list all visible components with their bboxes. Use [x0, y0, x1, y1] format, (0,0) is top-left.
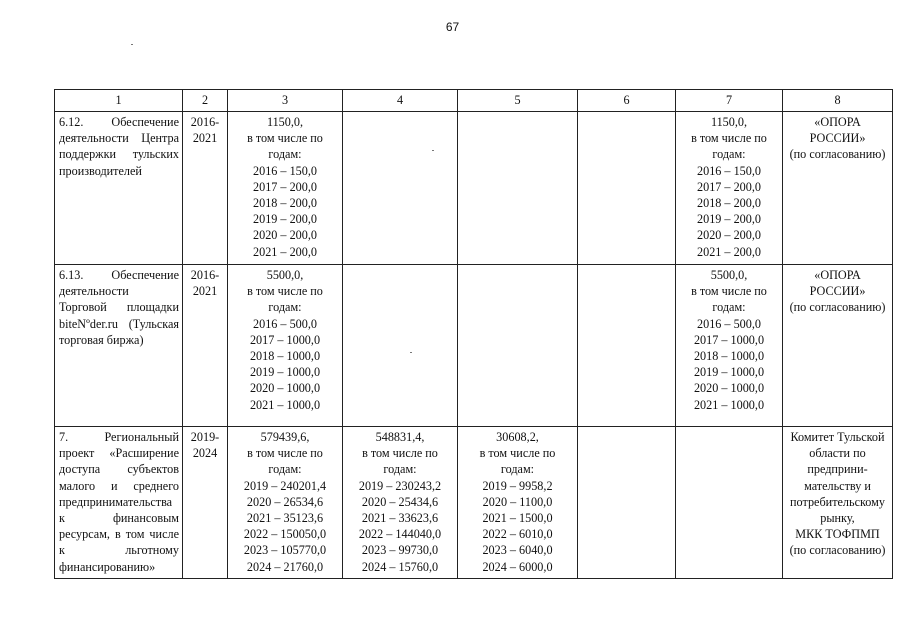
extrabudget-funding-cell: [676, 265, 783, 427]
cell-line: 2018 – 1000,0: [693, 349, 765, 364]
header-cell: 1: [55, 90, 183, 112]
cell-line: в том числе по: [247, 131, 323, 146]
cell-line: 2018 – 1000,0: [249, 349, 321, 364]
table-row: [55, 427, 893, 579]
cell-line: годам:: [712, 300, 746, 315]
page-number: 67: [445, 20, 460, 34]
cell-line: 2021 – 200,0: [697, 244, 761, 259]
header-row: [55, 90, 893, 112]
cell-line: 2019-: [190, 430, 220, 444]
header-cell: 8: [783, 90, 893, 112]
cell-line: 2020 – 1100,0: [482, 494, 553, 509]
municipal-funding-cell: [578, 112, 676, 265]
cell-line: 1150,0,: [266, 115, 304, 129]
cell-line: 2019 – 240201,4: [243, 478, 327, 493]
cell-line: рынку,: [820, 511, 855, 526]
header-cell: 3: [228, 90, 343, 112]
cell-line: 579439,6,: [260, 430, 310, 444]
cell-line: 2024: [192, 446, 218, 461]
measure-name: Региональный проект «Расширение доступа субъектов малого и среднего предпринимательства к финансовым ресурсам, в том числе к льготному финансированию»: [59, 430, 179, 574]
cell-line: мательству и: [804, 478, 871, 493]
executor-cell: [783, 265, 893, 427]
total-funding-cell: [228, 427, 343, 579]
cell-line: 2019 – 200,0: [253, 212, 317, 227]
cell-line: в том числе по: [691, 284, 767, 299]
cell-line: в том числе по: [362, 446, 438, 461]
cell-line: годам:: [268, 147, 302, 162]
cell-line: 2019 – 200,0: [697, 212, 761, 227]
cell-line: 2021 – 1000,0: [693, 397, 765, 412]
cell-line: (по согласованию): [789, 147, 886, 162]
executor-cell: [783, 427, 893, 579]
cell-line: 2021 – 1500,0: [482, 511, 553, 526]
cell-line: 2022 – 6010,0: [482, 527, 553, 542]
cell-line: годам:: [268, 300, 302, 315]
cell-line: 2024 – 21760,0: [246, 559, 324, 574]
table-row: [55, 265, 893, 427]
measure-number: 7.: [59, 430, 69, 444]
cell-line: предприни-: [807, 462, 868, 477]
cell-line: 2020 – 200,0: [253, 228, 317, 243]
cell-line: годам:: [500, 462, 535, 477]
cell-line: 2019 – 230243,2: [358, 478, 442, 493]
cell-line: 5500,0,: [266, 268, 304, 282]
cell-line: 1150,0,: [710, 115, 748, 129]
cell-line: 2018 – 200,0: [697, 196, 761, 211]
federal-funding-cell: [343, 427, 458, 579]
cell-line: РОССИИ»: [809, 284, 866, 299]
cell-line: 2019 – 9958,2: [482, 478, 553, 493]
cell-line: в том числе по: [247, 284, 323, 299]
cell-line: 2020 – 25434,6: [361, 494, 439, 509]
cell-line: (по согласованию): [789, 300, 886, 315]
regional-funding-cell: [458, 427, 578, 579]
executor-cell: [783, 112, 893, 265]
cell-line: 2021 – 33623,6: [361, 511, 439, 526]
measure-name: Обеспечение деятельности Торговой площадки biteNºder.ru (Тульская торговая биржа): [59, 268, 179, 347]
cell-line: потребительскому: [790, 494, 885, 509]
cell-line: годам:: [712, 147, 746, 162]
cell-line: 2017 – 200,0: [253, 179, 317, 194]
cell-line: 2021: [192, 131, 218, 146]
cell-line: 2022 – 150050,0: [243, 527, 327, 542]
cell-line: области по: [809, 446, 866, 461]
cell-line: 2020 – 26534,6: [246, 494, 324, 509]
measure-number: 6.13.: [59, 268, 84, 282]
cell-line: 548831,4,: [375, 430, 425, 444]
cell-line: 2018 – 200,0: [253, 196, 317, 211]
total-funding-cell: [228, 265, 343, 427]
cell-line: 2021 – 200,0: [253, 244, 317, 259]
cell-line: 2023 – 6040,0: [482, 543, 553, 558]
cell-line: 2020 – 200,0: [697, 228, 761, 243]
regional-funding-cell: [458, 265, 578, 427]
cell-line: 2016-: [190, 115, 220, 129]
table-row: [55, 112, 893, 265]
cell-line: 2023 – 105770,0: [243, 543, 327, 558]
scan-speck: [410, 352, 412, 353]
cell-line: 2024 – 6000,0: [482, 559, 553, 574]
cell-line: 2019 – 1000,0: [693, 365, 765, 380]
header-cell: 2: [183, 90, 228, 112]
scan-speck: [432, 150, 434, 151]
cell-line: в том числе по: [479, 446, 556, 461]
cell-line: (по согласованию): [789, 543, 886, 558]
cell-line: 2016 – 150,0: [253, 163, 317, 178]
scan-speck: [131, 44, 133, 45]
cell-line: 30608,2,: [496, 430, 539, 444]
period-cell: [183, 427, 228, 579]
extrabudget-funding-cell: [676, 427, 783, 579]
cell-line: в том числе по: [247, 446, 323, 461]
regional-funding-cell: [458, 112, 578, 265]
cell-line: 5500,0,: [710, 268, 748, 282]
cell-line: 2021: [192, 284, 218, 299]
cell-line: годам:: [268, 462, 302, 477]
cell-line: Комитет Тульской: [790, 430, 885, 444]
cell-line: 2020 – 1000,0: [249, 381, 321, 396]
municipal-funding-cell: [578, 265, 676, 427]
period-cell: [183, 112, 228, 265]
cell-line: в том числе по: [691, 131, 767, 146]
measure-name-cell: [55, 427, 183, 579]
measure-name-cell: [55, 112, 183, 265]
cell-line: «ОПОРА: [814, 268, 861, 282]
header-cell: 6: [578, 90, 676, 112]
measure-number: 6.12.: [59, 115, 84, 129]
cell-line: 2017 – 1000,0: [693, 332, 765, 347]
cell-line: МКК ТОФПМП: [795, 527, 880, 542]
cell-line: 2024 – 15760,0: [361, 559, 439, 574]
header-cell: 5: [458, 90, 578, 112]
cell-line: 2017 – 1000,0: [249, 332, 321, 347]
federal-funding-cell: [343, 112, 458, 265]
cell-line: 2016-: [190, 268, 220, 282]
total-funding-cell: [228, 112, 343, 265]
cell-line: 2021 – 35123,6: [246, 511, 324, 526]
cell-line: 2023 – 99730,0: [361, 543, 439, 558]
cell-line: «ОПОРА: [814, 115, 861, 129]
federal-funding-cell: [343, 265, 458, 427]
measure-name-cell: [55, 265, 183, 427]
cell-line: 2022 – 144040,0: [358, 527, 442, 542]
cell-line: годам:: [383, 462, 417, 477]
header-cell: 7: [676, 90, 783, 112]
cell-line: 2019 – 1000,0: [249, 365, 321, 380]
cell-line: 2021 – 1000,0: [249, 397, 321, 412]
cell-line: 2017 – 200,0: [697, 179, 761, 194]
cell-line: 2016 – 150,0: [697, 163, 761, 178]
header-cell: 4: [343, 90, 458, 112]
cell-line: 2016 – 500,0: [697, 316, 761, 331]
cell-line: РОССИИ»: [809, 131, 866, 146]
extrabudget-funding-cell: [676, 112, 783, 265]
program-table: [54, 89, 893, 579]
period-cell: [183, 265, 228, 427]
municipal-funding-cell: [578, 427, 676, 579]
cell-line: 2016 – 500,0: [253, 316, 317, 331]
measure-name: Обеспечение деятельности Центра поддержки тульских производителей: [59, 115, 179, 178]
cell-line: 2020 – 1000,0: [693, 381, 765, 396]
